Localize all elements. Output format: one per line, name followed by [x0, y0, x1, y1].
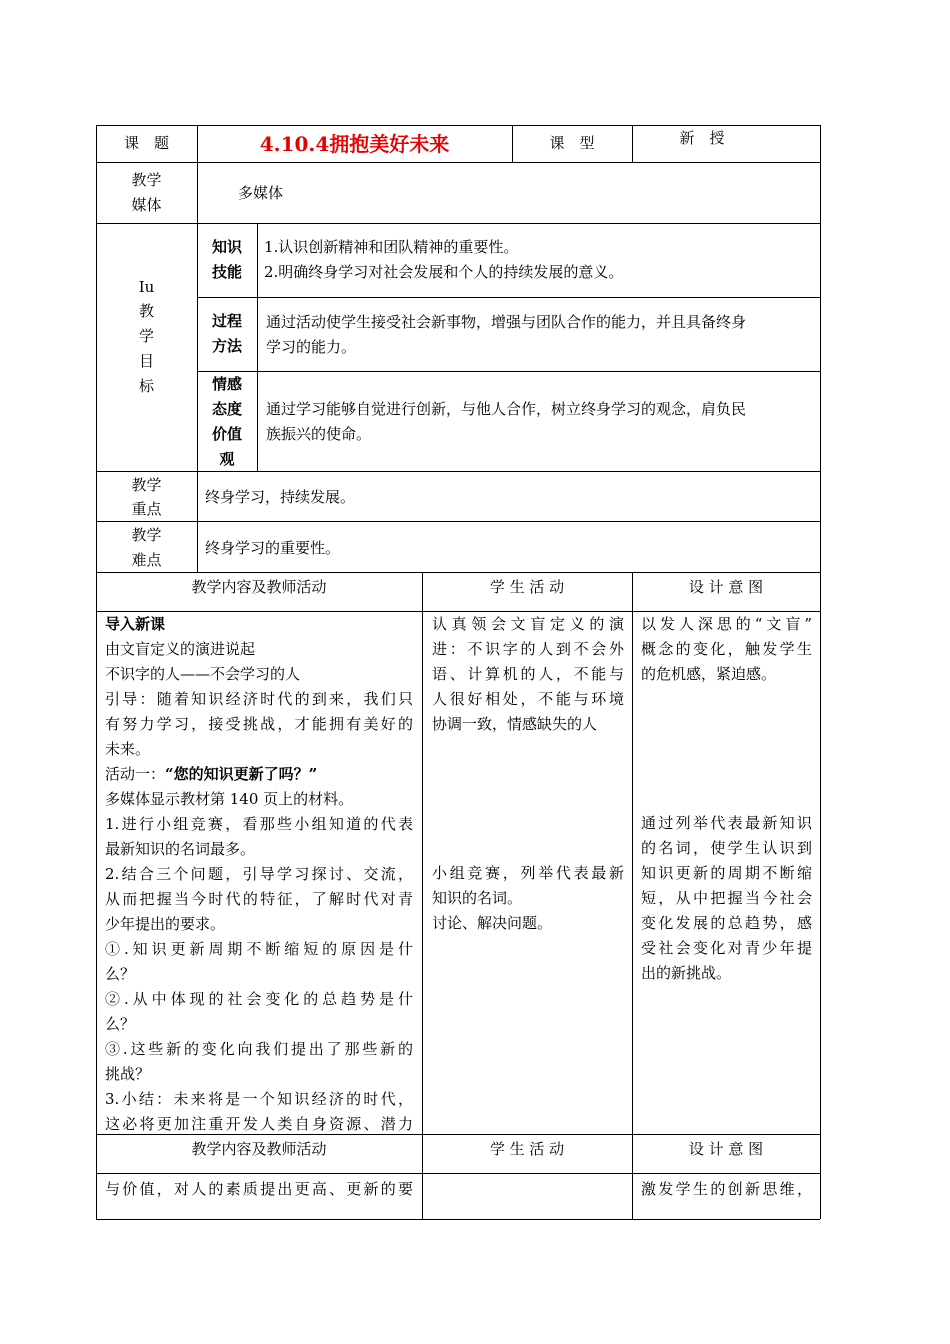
teacher-line: 这必将更加注重开发人类自身资源、潜力	[105, 1115, 413, 1133]
objectives-side-label: 教	[138, 302, 154, 320]
activity-label: 活动一：	[105, 765, 166, 783]
teacher-line: 导入新课	[105, 615, 166, 633]
media-value: 多媒体	[238, 184, 284, 202]
process-label: 过程	[211, 312, 242, 330]
knowledge-text: 2.明确终身学习对社会发展和个人的持续发展的意义。	[264, 263, 624, 281]
teacher-line: ③.这些新的变化向我们提出了那些新的	[105, 1040, 413, 1058]
teacher-line: 么？	[105, 965, 136, 983]
objectives-side-label: Iu	[138, 278, 155, 296]
difficulty-label: 难点	[131, 551, 162, 569]
col-design-header: 设 计 意 图	[688, 578, 764, 596]
key-point-label: 重点	[131, 500, 162, 518]
emotion-text: 族振兴的使命。	[266, 425, 372, 443]
teacher-continuation: 与价值，对人的素质提出更高、更新的要	[105, 1180, 413, 1198]
teacher-line: 多媒体显示教材第 140 页上的材料。	[105, 790, 354, 808]
media-label-2: 媒体	[131, 196, 162, 214]
design-continuation: 激发学生的创新思维，	[641, 1180, 812, 1198]
emotion-label: 态度	[211, 400, 242, 418]
knowledge-text: 1.认识创新精神和团队精神的重要性。	[264, 238, 519, 256]
type-label: 课 型	[549, 134, 595, 152]
teacher-content	[105, 612, 413, 1137]
teacher-line: ①.知识更新周期不断缩短的原因是什	[105, 940, 413, 958]
knowledge-label: 知识	[211, 238, 242, 256]
student-content-2	[432, 861, 624, 936]
teacher-line: 不识字的人——不会学习的人	[105, 665, 301, 683]
teacher-line: 少年提出的要求。	[105, 915, 226, 933]
type-value: 新 授	[679, 129, 725, 147]
objectives-side-label: 标	[138, 377, 154, 395]
design-line: 短，从中把握当今社会	[641, 889, 812, 907]
objectives-side-label: 目	[138, 352, 154, 370]
design-content-1	[641, 612, 812, 687]
col-student-header-repeat: 学 生 活 动	[489, 1140, 565, 1158]
design-line: 的名词，使学生认识到	[641, 839, 812, 857]
teacher-line: ②.从中体现的社会变化的总趋势是什	[105, 990, 413, 1008]
col-teacher-header-repeat: 教学内容及教师活动	[191, 1140, 327, 1158]
topic-label: 课 题	[123, 134, 169, 152]
teacher-line: 未来。	[105, 740, 151, 758]
lesson-title: 4.10.4拥抱美好未来	[259, 132, 450, 156]
teacher-line: 由文盲定义的演进说起	[105, 640, 256, 658]
student-content-1	[432, 612, 624, 737]
teacher-line: 挑战？	[105, 1065, 151, 1083]
col-student-header: 学 生 活 动	[489, 578, 565, 596]
process-label: 方法	[211, 337, 242, 355]
col-design-header-repeat: 设 计 意 图	[688, 1140, 764, 1158]
design-line: 受社会变化对青少年提	[641, 939, 812, 957]
design-line: 出的新挑战。	[641, 964, 732, 982]
key-point-label: 教学	[131, 476, 162, 494]
teacher-line: 最新知识的名词最多。	[105, 840, 256, 858]
teacher-line: 引导：随着知识经济时代的到来，我们只	[105, 690, 413, 708]
student-line: 知识的名词。	[432, 889, 523, 907]
student-line: 小组竞赛，列举代表最新	[432, 864, 624, 882]
emotion-label: 观	[219, 450, 235, 468]
process-text: 通过活动使学生接受社会新事物，增强与团队合作的能力，并且具备终身	[266, 313, 747, 331]
emotion-label: 情感	[211, 375, 242, 393]
student-line: 认真领会文盲定义的演	[432, 615, 624, 633]
difficulty-label: 教学	[131, 526, 162, 544]
design-line: 概念的变化，触发学生	[641, 640, 812, 658]
student-line: 人很好相处，不能与环境	[432, 690, 624, 708]
media-label-1: 教学	[131, 171, 162, 189]
activity-title: “您的知识更新了吗？”	[165, 765, 318, 783]
key-point-text: 终身学习，持续发展。	[205, 488, 356, 506]
emotion-label: 价值	[211, 425, 242, 443]
teacher-line: 有努力学习，接受挑战，才能拥有美好的	[105, 715, 413, 733]
design-line: 的危机感，紧迫感。	[641, 665, 777, 683]
teacher-line: 1.进行小组竞赛，看那些小组知道的代表	[105, 815, 413, 833]
difficulty-text: 终身学习的重要性。	[205, 539, 341, 557]
teacher-line: 3.小结：未来将是一个知识经济的时代，	[105, 1090, 413, 1108]
student-line: 进：不识字的人到不会外	[432, 640, 624, 658]
activity-line	[105, 762, 413, 787]
teacher-line: 从而把握当今时代的特征，了解时代对青	[105, 890, 413, 908]
student-line: 语、计算机的人，不能与	[432, 665, 624, 683]
design-content-2	[641, 811, 812, 986]
design-line: 知识更新的周期不断缩	[641, 864, 812, 882]
teacher-line: 么？	[105, 1015, 136, 1033]
design-line: 通过列举代表最新知识	[641, 814, 812, 832]
design-line: 变化发展的总趋势，感	[641, 914, 812, 932]
objectives-side-label: 学	[138, 327, 154, 345]
process-text: 学习的能力。	[266, 338, 357, 356]
emotion-text: 通过学习能够自觉进行创新，与他人合作，树立终身学习的观念，肩负民	[266, 400, 747, 418]
teacher-line: 2.结合三个问题，引导学习探讨、交流，	[105, 865, 413, 883]
knowledge-label: 技能	[211, 263, 242, 281]
student-line: 讨论、解决问题。	[432, 914, 553, 932]
student-line: 协调一致，情感缺失的人	[432, 715, 598, 733]
col-teacher-header: 教学内容及教师活动	[191, 578, 327, 596]
design-line: 以发人深思的“文盲”	[641, 615, 812, 633]
